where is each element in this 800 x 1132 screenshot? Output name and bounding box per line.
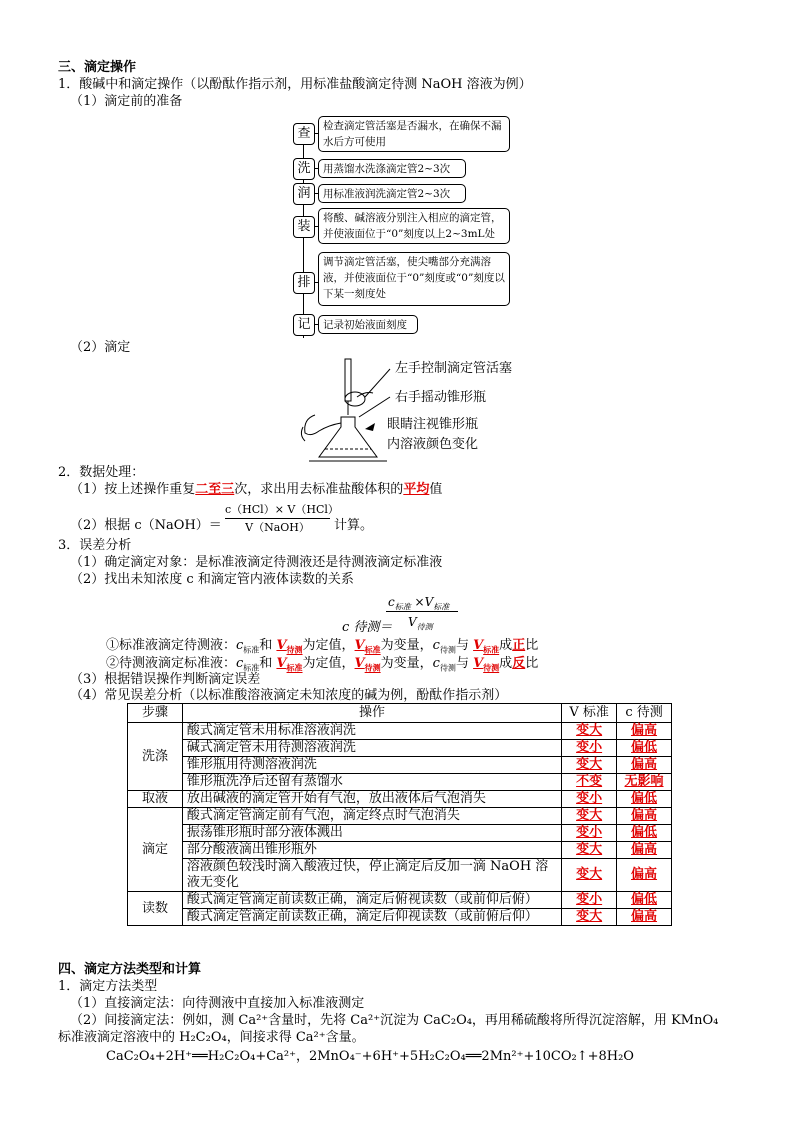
flow-key-drain: 排 xyxy=(293,272,315,294)
header-step: 步骤 xyxy=(128,704,183,723)
titration-title: （2）滴定 xyxy=(70,340,131,355)
label-left-hand: 左手控制滴定管活塞 xyxy=(395,361,513,376)
v-cell: 变小 xyxy=(562,791,617,808)
calc-post: 计算。 xyxy=(334,518,374,533)
formula-bar xyxy=(386,611,458,612)
c-cell: 偏低 xyxy=(617,791,672,808)
operation-cell: 锥形瓶用待测溶液润洗 xyxy=(182,757,561,774)
table-header-row xyxy=(128,704,672,723)
c-cell: 偏低 xyxy=(617,892,672,909)
operation-cell: 碱式滴定管未用待测溶液润洗 xyxy=(182,740,561,757)
operation-cell: 酸式滴定管未用标准溶液润洗 xyxy=(182,723,561,740)
label-right-hand: 右手摇动锥形瓶 xyxy=(395,390,487,405)
flow-step-rinse: 用标准液润洗滴定管2~3次 xyxy=(318,184,466,203)
formula-lhs: c 待测＝ xyxy=(342,620,393,635)
rel1-pre: ①标准液滴定待测液： xyxy=(106,638,237,653)
step-cell: 读数 xyxy=(128,892,183,926)
operation-cell: 部分酸液滴出锥形瓶外 xyxy=(182,842,561,859)
v-cell: 变大 xyxy=(562,859,617,892)
flow-key-fill: 装 xyxy=(293,216,315,238)
rel2-pre: ②待测液滴定标准液： xyxy=(106,656,237,671)
c-cell: 偏高 xyxy=(617,842,672,859)
section4-item1: 1．滴定方法类型 xyxy=(58,979,158,994)
operation-cell: 酸式滴定管滴定前有气泡，滴定终点时气泡消失 xyxy=(182,808,561,825)
reaction-equation: CaC₂O₄+2H⁺══H₂C₂O₄+Ca²⁺，2MnO₄⁻+6H⁺+5H₂C₂O₄══2Mn²⁺+10CO₂↑+8H₂O xyxy=(106,1049,634,1064)
v-cell: 变大 xyxy=(562,757,617,774)
v-cell: 变大 xyxy=(562,808,617,825)
c-cell: 偏高 xyxy=(617,859,672,892)
rel1-tail: 成 xyxy=(499,638,513,653)
calc-numerator: c（HCl）× V（HCl） xyxy=(225,503,339,516)
repeat-mid: 次，求出用去标准盐酸体积的 xyxy=(234,482,404,497)
table-row xyxy=(128,842,672,859)
header-c-unknown: c 待测 xyxy=(617,704,672,723)
error-analysis-table xyxy=(127,703,672,926)
header-v-standard: V 标准 xyxy=(562,704,617,723)
c-cell: 偏高 xyxy=(617,909,672,926)
flow-step-check: 检查滴定管活塞是否漏水，在确保不漏水后方可使用 xyxy=(318,116,510,152)
c-cell: 无影响 xyxy=(617,774,672,791)
operation-cell: 振荡锥形瓶时部分液体溅出 xyxy=(182,825,561,842)
table-row xyxy=(128,825,672,842)
rel2-mid: 为定值， xyxy=(302,656,355,671)
formula-denominator: $V_{待测}$ xyxy=(408,615,433,632)
table-row xyxy=(128,740,672,757)
rel2-end: 比 xyxy=(525,656,539,671)
section3-title: 三、滴定操作 xyxy=(58,60,137,75)
label-eyes-1: 眼睛注视锥形瓶 xyxy=(387,417,479,432)
relation-1: ①标准液滴定待测液：$c_{标准}$和 $V_{待测}$为定值，$V_{标准}$为变量，$c_{待测}$与 $V_{标准}$成正比 xyxy=(106,638,539,655)
calc-fraction-bar xyxy=(225,518,330,519)
operation-cell: 酸式滴定管滴定前读数正确，滴定后仰视读数（或前俯后仰） xyxy=(182,909,561,926)
rel2-sign: 反 xyxy=(512,656,526,671)
rel1-sign: 正 xyxy=(512,638,526,653)
err-step1: （1）确定滴定对象：是标准液滴定待测液还是待测液滴定标准液 xyxy=(70,555,443,570)
relation-2: ②待测液滴定标准液：$c_{标准}$和 $V_{标准}$为定值，$V_{待测}$为变量，$c_{待测}$与 $V_{待测}$成反比 xyxy=(106,656,539,673)
table-row xyxy=(128,791,672,808)
prep-title: （1）滴定前的准备 xyxy=(70,94,183,109)
repeat-post: 值 xyxy=(429,482,443,497)
table-row xyxy=(128,892,672,909)
rel2-tail: 成 xyxy=(499,656,513,671)
table-row xyxy=(128,808,672,825)
v-cell: 变小 xyxy=(562,892,617,909)
calc-denominator: V（NaOH） xyxy=(245,521,310,534)
v-cell: 变小 xyxy=(562,825,617,842)
table-row xyxy=(128,774,672,791)
section3-item1: 1．酸碱中和滴定操作（以酚酞作指示剂，用标准盐酸滴定待测 NaOH 溶液为例） xyxy=(58,77,532,92)
err-step4: （4）常见误差分析（以标准酸溶液滴定未知浓度的碱为例，酚酞作指示剂） xyxy=(70,688,508,703)
repeat-avg: 平均 xyxy=(403,482,430,497)
flow-step-record: 记录初始液面刻度 xyxy=(318,315,418,334)
operation-cell: 锥形瓶洗净后还留有蒸馏水 xyxy=(182,774,561,791)
formula-numerator: $c_{标准} \times V_{标准}$ xyxy=(388,595,450,612)
operation-cell: 放出碱液的滴定管开始有气泡，放出液体后气泡消失 xyxy=(182,791,561,808)
rel1-var: 为变量， xyxy=(380,638,433,653)
operation-cell: 酸式滴定管滴定前读数正确，滴定后俯视读数（或前仰后俯） xyxy=(182,892,561,909)
v-cell: 变大 xyxy=(562,909,617,926)
flow-step-drain: 调节滴定管活塞，使尖嘴部分充满溶液，并使液面位于“0”刻度或“0”刻度以下某一刻度处 xyxy=(318,252,510,306)
calc-pre: （2）根据 c（NaOH）＝ xyxy=(70,518,222,533)
step-cell: 取液 xyxy=(128,791,183,808)
c-cell: 偏高 xyxy=(617,723,672,740)
c-cell: 偏低 xyxy=(617,825,672,842)
v-cell: 不变 xyxy=(562,774,617,791)
step-cell: 滴定 xyxy=(128,808,183,892)
err-step3: （3）根据错误操作判断滴定误差 xyxy=(70,672,261,687)
flow-key-record: 记 xyxy=(293,314,315,336)
table-row xyxy=(128,723,672,740)
v-cell: 变小 xyxy=(562,740,617,757)
table-row xyxy=(128,757,672,774)
c-cell: 偏低 xyxy=(617,740,672,757)
rel1-mid: 为定值， xyxy=(302,638,355,653)
indirect-method-1: （2）间接滴定法：例如，测 Ca²⁺含量时，先将 Ca²⁺沉淀为 CaC₂O₄，再用稀硫酸将所得沉淀溶解，用 KMnO₄ xyxy=(70,1013,719,1028)
rel1-end: 比 xyxy=(525,638,539,653)
section4-title: 四、滴定方法类型和计算 xyxy=(58,962,202,977)
rel2-var: 为变量， xyxy=(380,656,433,671)
table-row xyxy=(128,859,672,892)
operation-cell: 溶液颜色较浅时滴入酸液过快，停止滴定后反加一滴 NaOH 溶液无变化 xyxy=(182,859,561,892)
v-cell: 变大 xyxy=(562,842,617,859)
flow-key-rinse: 润 xyxy=(293,183,315,205)
v-cell: 变大 xyxy=(562,723,617,740)
item3-title: 3．误差分析 xyxy=(58,538,132,553)
direct-method: （1）直接滴定法：向待测液中直接加入标准液测定 xyxy=(70,996,365,1011)
flow-key-check: 查 xyxy=(293,123,315,145)
flow-step-wash: 用蒸馏水洗涤滴定管2~3次 xyxy=(318,159,466,178)
repeat-times: 二至三 xyxy=(195,482,235,497)
table-row xyxy=(128,909,672,926)
indirect-method-2: 标准液滴定溶液中的 H₂C₂O₄，间接求得 Ca²⁺含量。 xyxy=(58,1030,365,1045)
flow-key-wash: 洗 xyxy=(293,158,315,180)
repeat-line xyxy=(70,482,442,498)
c-cell: 偏高 xyxy=(617,808,672,825)
c-cell: 偏高 xyxy=(617,757,672,774)
item2-title: 2．数据处理： xyxy=(58,465,145,480)
step-cell: 洗涤 xyxy=(128,723,183,791)
err-step2: （2）找出未知浓度 c 和滴定管内液体读数的关系 xyxy=(70,572,354,587)
label-eyes-2: 内溶液颜色变化 xyxy=(387,437,479,452)
repeat-pre: （1）按上述操作重复 xyxy=(70,482,196,497)
flow-step-fill: 将酸、碱溶液分别注入相应的滴定管，并使液面位于“0”刻度以上2~3mL处 xyxy=(318,208,510,244)
header-operation: 操作 xyxy=(182,704,561,723)
